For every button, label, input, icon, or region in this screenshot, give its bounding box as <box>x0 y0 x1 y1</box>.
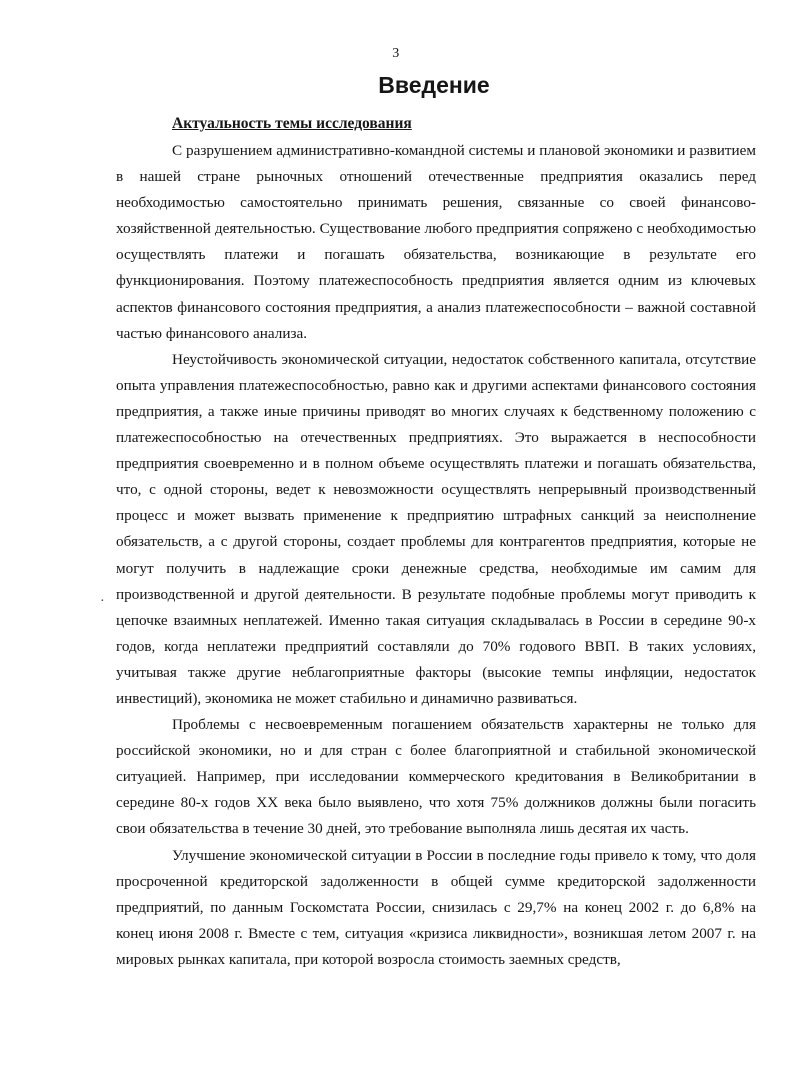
paragraph: С разрушением административно-командной системы и плановой экономики и развитием в нашей стране рыночных отношений отечественные предприятия оказались перед необходимостью самостоятельно принимать решения, связанные со своей финансово-хозяйственной деятельностью. Существование любого предприятия сопряжено с необходимостью осуществлять платежи и погашать обязательства, возникающие в результате его функционирования. Поэтому платежеспособность предприятия является одним из ключевых аспектов финансового состояния предприятия, а анализ платежеспособности – важной составной частью финансового анализа. <box>116 142 756 342</box>
paragraph: Проблемы с несвоевременным погашением обязательств характерны не только для российской экономики, но и для стран с более благоприятной и стабильной экономической ситуацией. Например, при исследовании коммерческого кредитования в Великобритании в середине 80-х годов XX века было выявлено, что хотя 75% должников должны были погасить свои обязательства в течение 30 дней, это требование выполняла лишь десятая их часть. <box>116 716 756 838</box>
paragraph: Улучшение экономической ситуации в России в последние годы привело к тому, что доля просроченной кредиторской задолженности в общей сумме кредиторской задолженности предприятий, по данным Госкомстата России, снизилась с 29,7% на конец 2002 г. до 6,8% на конец июня 2008 г. Вместе с тем, ситуация «кризиса ликвидности», возникшая летом 2007 г. на мировых рынках капитала, при которой возросла стоимость заемных средств, <box>116 846 756 968</box>
page-number: 3 <box>392 46 400 61</box>
paragraph: Неустойчивость экономической ситуации, недостаток собственного капитала, отсутствие опыта управления платежеспособностью, равно как и другими аспектами финансового состояния предприятия, а также иные причины приводят во многих случаях к бедственному положению с платежеспособностью на отечественных предприятиях. Это выражается в неспособности предприятия своевременно и в полном объеме осуществлять платежи и погашать обязательства, что, с одной стороны, ведет к невозможности осуществлять непрерывный производственный процесс и может вызвать применение к предприятию штрафных санкций за неисполнение обязательств, а с другой стороны, создает проблемы для контрагентов предприятия, которые не могут получить в надлежащие сроки денежные средства, необходимые им самим для производственной и другой деятельности. В результате подобные проблемы могут приводить к цепочке взаимных неплатежей. Именно такая ситуация складывалась в России в середине 90-х годов, когда неплатежи предприятий составляли до 70% годового ВВП. В таких условиях, учитывая также другие неблагоприятные факторы (высокие темпы инфляции, недостаток инвестиций), экономика не может стабильно и динамично развиваться. <box>116 350 756 707</box>
margin-mark: · <box>100 594 105 609</box>
page-title: Введение <box>378 72 490 98</box>
body-text <box>116 138 756 973</box>
section-heading: Актуальность темы исследования <box>172 115 412 132</box>
